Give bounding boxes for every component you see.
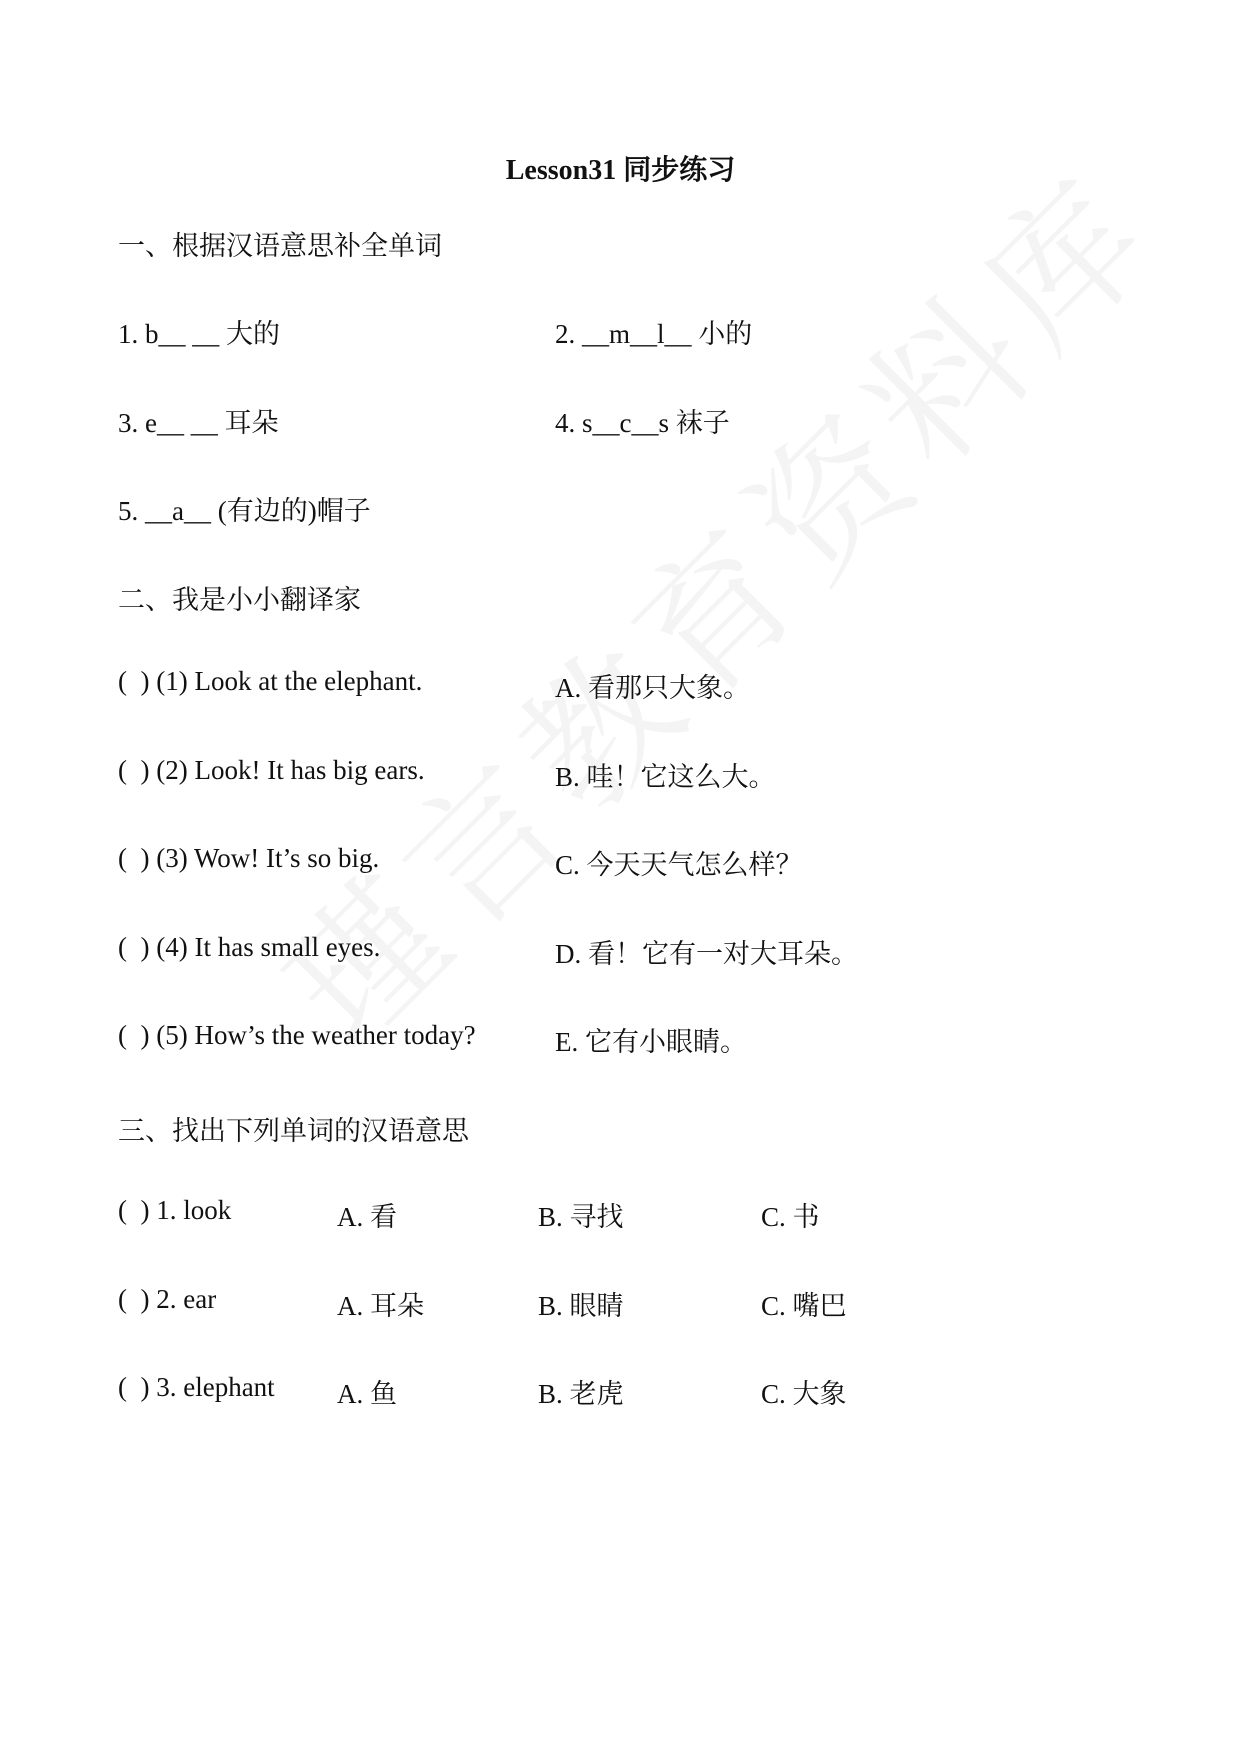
choice-option-2a: A. 耳朵 — [337, 1291, 424, 1321]
choice-question-1: ( ) 1. look — [118, 1195, 232, 1225]
page-title: Lesson31 同步练习 — [505, 155, 736, 186]
translate-answer-d: D. 看！它有一对大耳朵。 — [555, 939, 858, 969]
section2-heading: 二、我是小小翻译家 — [118, 585, 361, 615]
choice-question-2: ( ) 2. ear — [118, 1284, 217, 1314]
choice-option-1b: B. 寻找 — [538, 1202, 624, 1232]
translate-answer-b: B. 哇！它这么大。 — [555, 762, 776, 792]
fill-item-5: 5. __a__ (有边的)帽子 — [118, 496, 371, 526]
translate-question-5: ( ) (5) How’s the weather today? — [118, 1020, 476, 1050]
translate-question-4: ( ) (4) It has small eyes. — [118, 932, 381, 962]
fill-item-2: 2. __m__l__ 小的 — [555, 319, 753, 349]
choice-option-3b: B. 老虎 — [538, 1379, 624, 1409]
choice-option-3c: C. 大象 — [761, 1379, 847, 1409]
translate-answer-c: C. 今天天气怎么样？ — [555, 850, 803, 880]
translate-question-3: ( ) (3) Wow! It’s so big. — [118, 843, 380, 873]
translate-answer-a: A. 看那只大象。 — [555, 673, 750, 703]
choice-option-2c: C. 嘴巴 — [761, 1291, 847, 1321]
choice-option-1c: C. 书 — [761, 1202, 820, 1232]
section1-heading: 一、根据汉语意思补全单词 — [118, 231, 442, 261]
choice-option-2b: B. 眼睛 — [538, 1291, 624, 1321]
choice-question-3: ( ) 3. elephant — [118, 1372, 275, 1402]
fill-item-1: 1. b__ __ 大的 — [118, 319, 280, 349]
choice-option-1a: A. 看 — [337, 1202, 397, 1232]
fill-item-3: 3. e__ __ 耳朵 — [118, 408, 279, 438]
translate-answer-e: E. 它有小眼睛。 — [555, 1027, 747, 1057]
translate-question-1: ( ) (1) Look at the elephant. — [118, 666, 423, 696]
fill-item-4: 4. s__c__s 袜子 — [555, 408, 730, 438]
choice-option-3a: A. 鱼 — [337, 1379, 397, 1409]
translate-question-2: ( ) (2) Look! It has big ears. — [118, 755, 425, 785]
section3-heading: 三、找出下列单词的汉语意思 — [118, 1116, 469, 1146]
